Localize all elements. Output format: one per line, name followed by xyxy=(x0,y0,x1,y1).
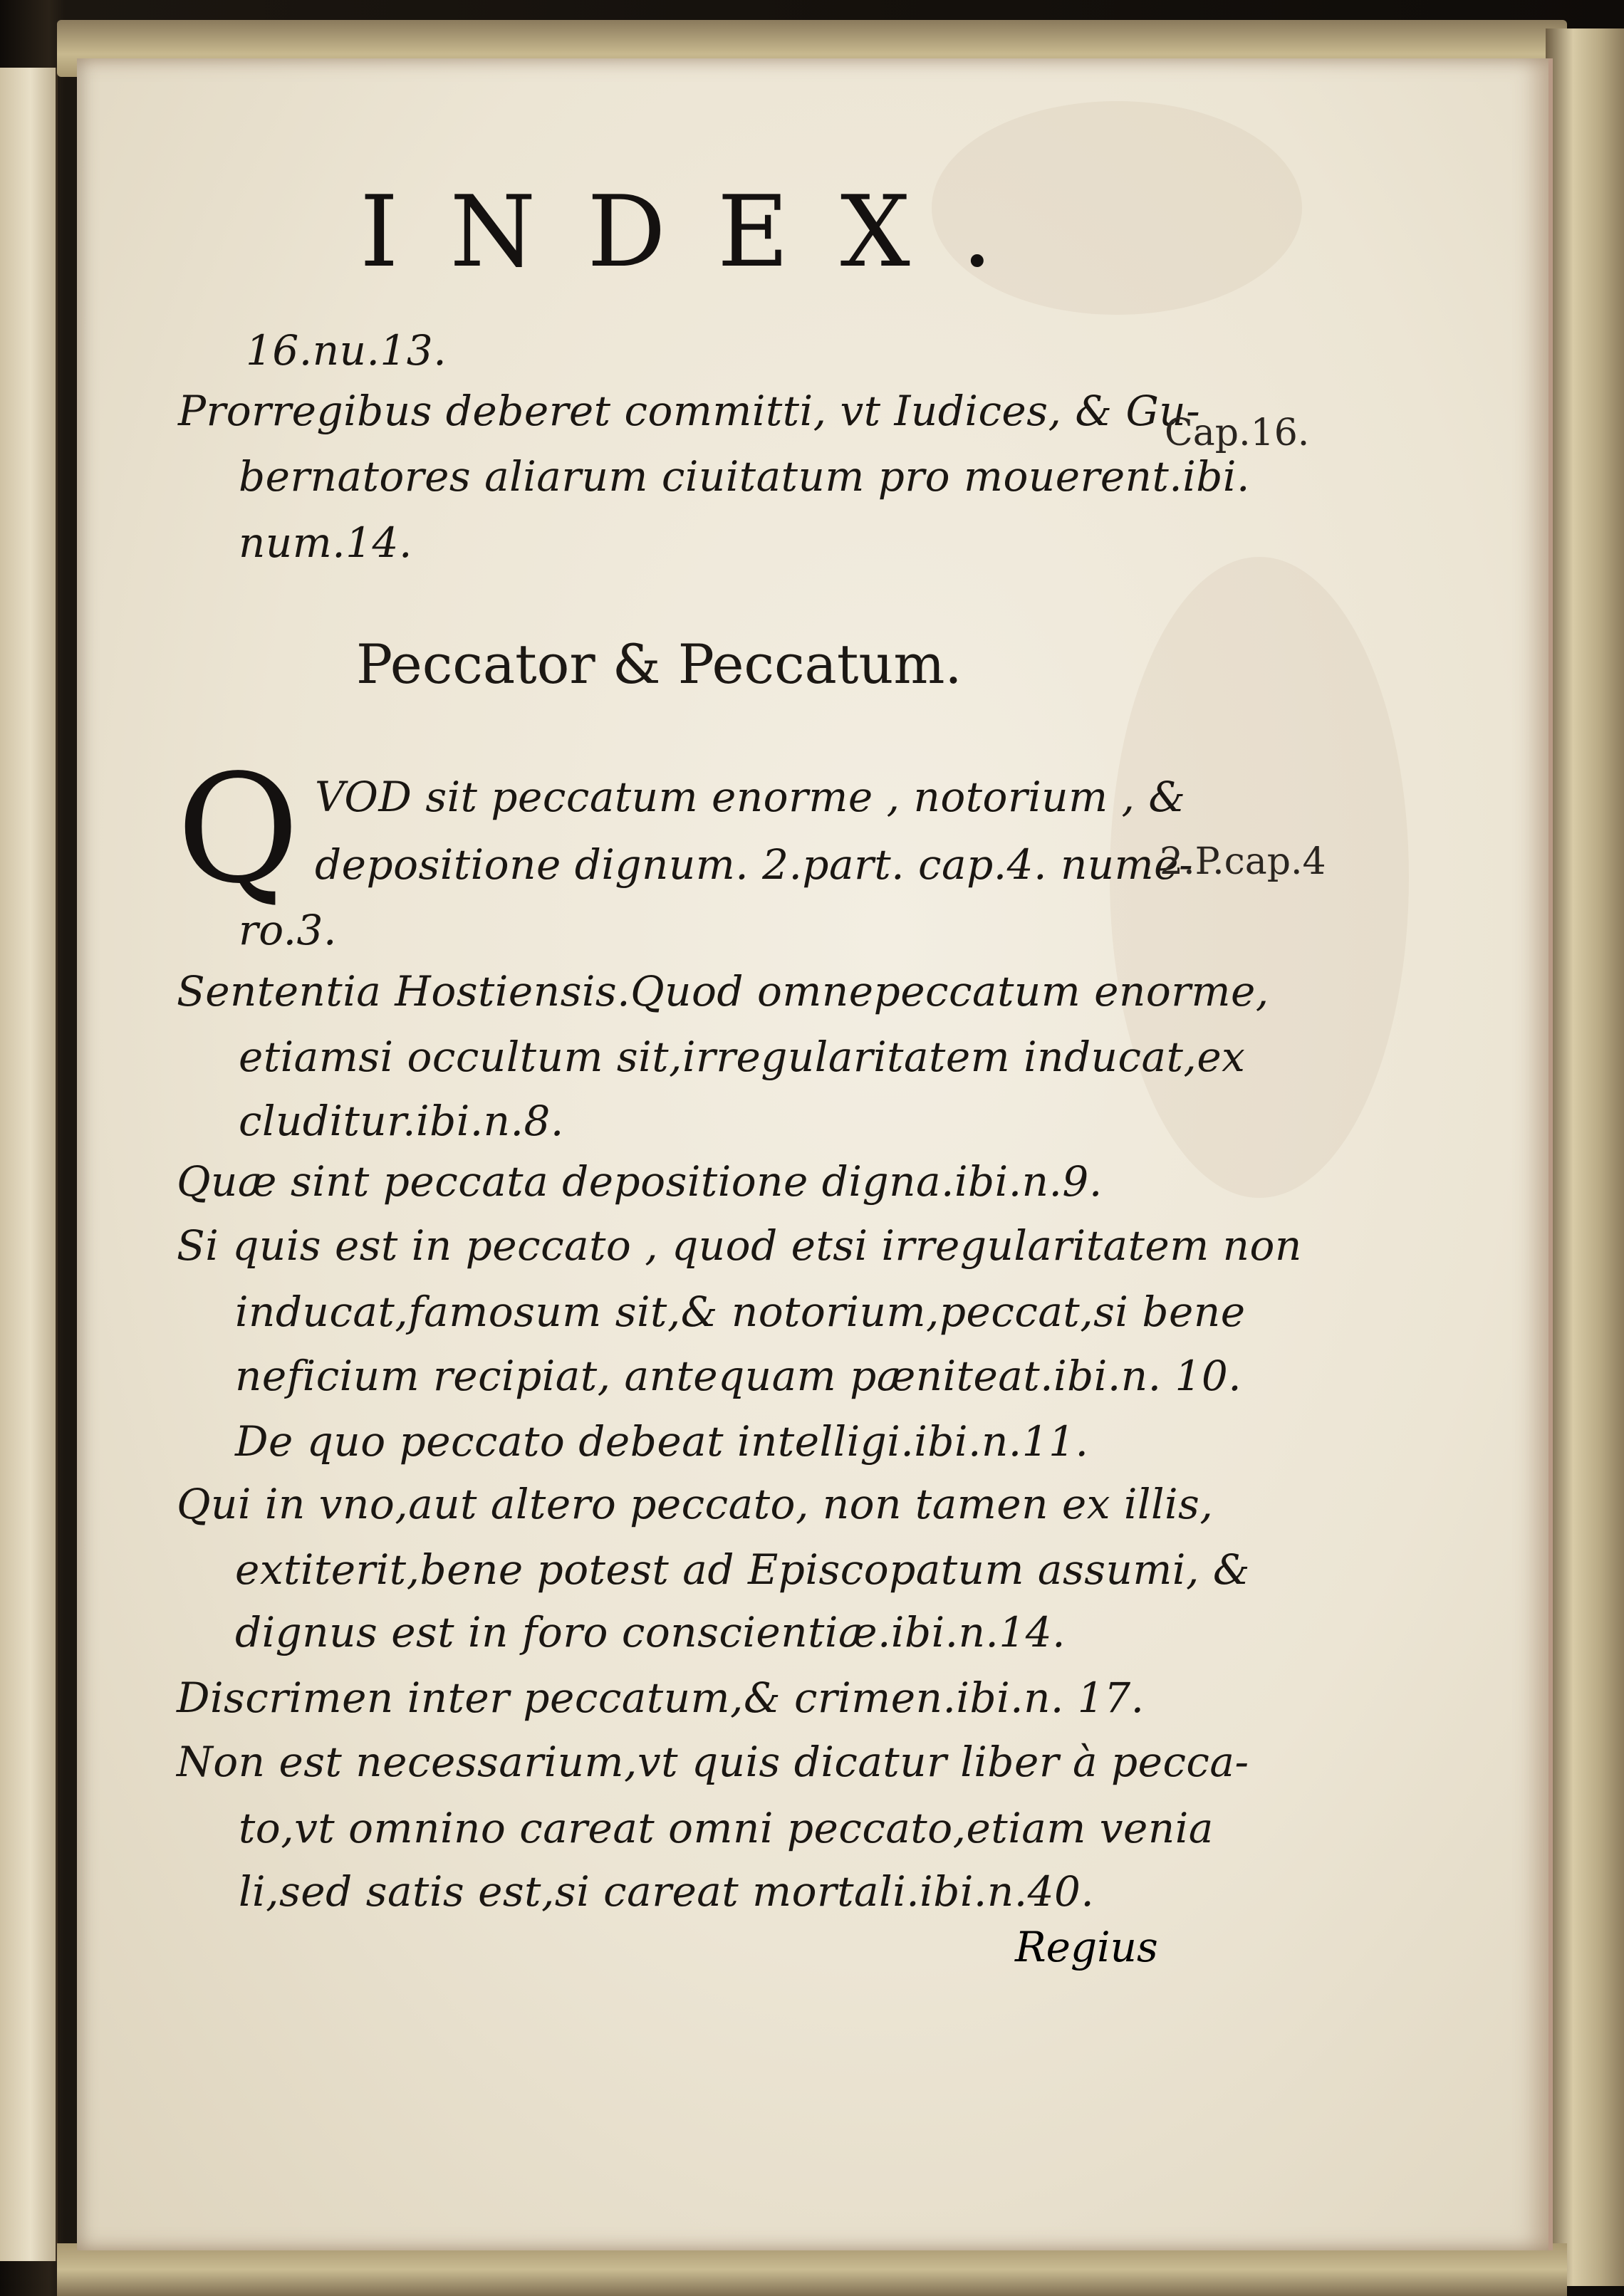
margin-note: 2.P.cap.4 xyxy=(1160,840,1326,883)
entry-line: Discrimen inter peccatum,& crimen.ibi.n. 17. xyxy=(177,1674,1145,1722)
entry-line: ro.3. xyxy=(239,906,337,954)
entry-line: Quæ sint peccata depositione digna.ibi.n.9. xyxy=(177,1157,1103,1206)
entry-line: Si quis est in peccato , quod etsi irregularitatem non xyxy=(177,1221,1302,1270)
entry-line: Non est necessarium,vt quis dicatur liber à pecca- xyxy=(177,1738,1249,1786)
entry-line: cluditur.ibi.n.8. xyxy=(239,1097,564,1145)
left-page-edge xyxy=(0,68,58,2261)
entry-line: VOD sit peccatum enorme , notorium , & xyxy=(315,773,1186,821)
entry-line: bernatores aliarum ciuitatum pro mouerent.ibi. xyxy=(239,452,1250,501)
entry-line: 16.nu.13. xyxy=(246,326,447,375)
entry-line: li,sed satis est,si careat mortali.ibi.n.40. xyxy=(239,1867,1095,1916)
cover-board-bottom xyxy=(57,2243,1567,2296)
entry-line: Sententia Hostiensis.Quod omnepeccatum enorme, xyxy=(177,967,1269,1016)
drop-cap: Q xyxy=(177,742,300,917)
section-heading: Peccator & Peccatum. xyxy=(356,632,962,696)
entry-line: neficium recipiat, antequam pæniteat.ibi.n. 10. xyxy=(235,1352,1242,1400)
entry-line: De quo peccato debeat intelligi.ibi.n.11. xyxy=(235,1417,1089,1466)
cover-board-right xyxy=(1546,28,1624,2286)
entry-line: Prorregibus deberet committi, vt Iudices, & Gu- xyxy=(178,387,1201,435)
page-title: INDEX. xyxy=(360,174,1044,289)
entry-line: depositione dignum. 2.part. cap.4. nume- xyxy=(315,840,1194,889)
entry-line: dignus est in foro conscientiæ.ibi.n.14. xyxy=(235,1608,1066,1656)
entry-line: to,vt omnino careat omni peccato,etiam venia xyxy=(239,1804,1214,1852)
entry-line: inducat,famosum sit,& notorium,peccat,si bene xyxy=(235,1288,1246,1336)
entry-line: extiterit,bene potest ad Episcopatum assumi, & xyxy=(235,1545,1250,1594)
entry-line: num.14. xyxy=(239,518,412,567)
entry-line: Qui in vno,aut altero peccato, non tamen ex illis, xyxy=(177,1480,1214,1528)
catchword: Regius xyxy=(1015,1923,1158,1971)
margin-note: Cap.16. xyxy=(1165,412,1310,454)
entry-line: etiamsi occultum sit,irregularitatem inducat,ex xyxy=(239,1033,1246,1081)
